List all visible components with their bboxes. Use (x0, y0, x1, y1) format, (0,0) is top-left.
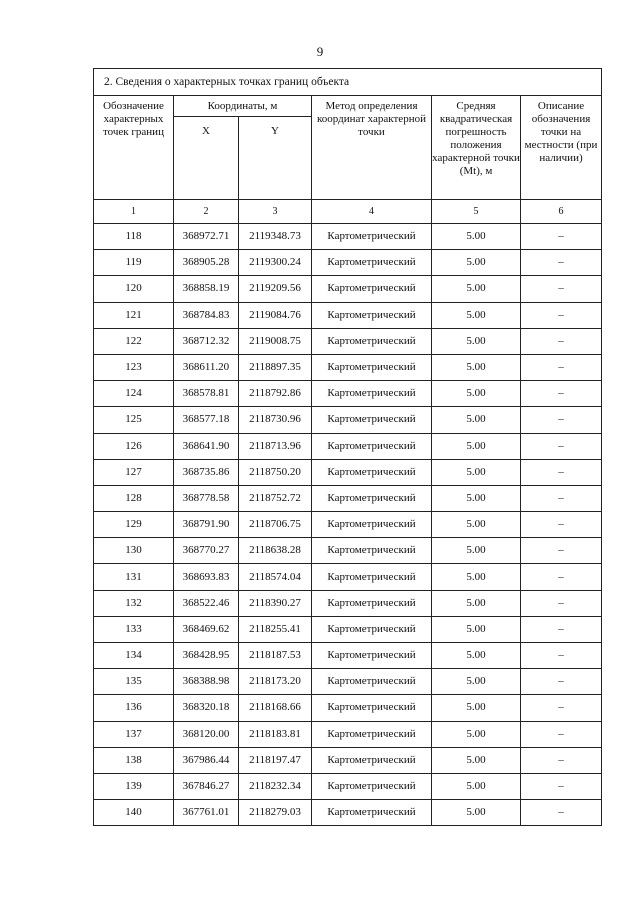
x-coordinate-cell: 368641.90 (174, 433, 239, 459)
method-cell: Картометрический (312, 485, 432, 511)
x-coordinate-cell: 367986.44 (174, 747, 239, 773)
y-coordinate-cell: 2118730.96 (239, 407, 312, 433)
column-number: 4 (312, 200, 432, 224)
table-row (94, 721, 602, 747)
point-id-cell: 137 (94, 721, 174, 747)
error-cell: 5.00 (432, 564, 521, 590)
x-coordinate-cell: 368611.20 (174, 354, 239, 380)
table-row (94, 250, 602, 276)
point-id-cell: 132 (94, 590, 174, 616)
error-cell: 5.00 (432, 433, 521, 459)
error-cell: 5.00 (432, 538, 521, 564)
y-coordinate-cell: 2118706.75 (239, 512, 312, 538)
header-row (94, 96, 602, 117)
page-number: 9 (316, 44, 324, 59)
table-row (94, 381, 602, 407)
header-designation: Обозначение характерных точек границ (94, 96, 174, 200)
column-number-row (94, 200, 602, 224)
point-id-cell: 130 (94, 538, 174, 564)
table-row (94, 512, 602, 538)
error-cell: 5.00 (432, 407, 521, 433)
description-cell: – (521, 328, 602, 354)
y-coordinate-cell: 2118168.66 (239, 695, 312, 721)
description-cell: – (521, 773, 602, 799)
point-id-cell: 127 (94, 459, 174, 485)
error-cell: 5.00 (432, 302, 521, 328)
description-cell: – (521, 538, 602, 564)
description-cell: – (521, 302, 602, 328)
table-row (94, 302, 602, 328)
description-cell: – (521, 512, 602, 538)
method-cell: Картометрический (312, 616, 432, 642)
y-coordinate-cell: 2118255.41 (239, 616, 312, 642)
description-cell: – (521, 224, 602, 250)
method-cell: Картометрический (312, 747, 432, 773)
table-row (94, 747, 602, 773)
y-coordinate-cell: 2119300.24 (239, 250, 312, 276)
y-coordinate-cell: 2118173.20 (239, 669, 312, 695)
error-cell: 5.00 (432, 773, 521, 799)
column-number: 1 (94, 200, 174, 224)
y-coordinate-cell: 2118713.96 (239, 433, 312, 459)
method-cell: Картометрический (312, 590, 432, 616)
description-cell: – (521, 459, 602, 485)
method-cell: Картометрический (312, 250, 432, 276)
header-x: X (174, 117, 239, 200)
y-coordinate-cell: 2118390.27 (239, 590, 312, 616)
table-row (94, 485, 602, 511)
point-id-cell: 139 (94, 773, 174, 799)
description-cell: – (521, 643, 602, 669)
point-id-cell: 140 (94, 800, 174, 826)
y-coordinate-cell: 2119348.73 (239, 224, 312, 250)
method-cell: Картометрический (312, 512, 432, 538)
point-id-cell: 119 (94, 250, 174, 276)
error-cell: 5.00 (432, 459, 521, 485)
section-title-row (94, 69, 602, 96)
y-coordinate-cell: 2118574.04 (239, 564, 312, 590)
point-id-cell: 125 (94, 407, 174, 433)
method-cell: Картометрический (312, 538, 432, 564)
header-error: Средняя квадратическая погрешность положения характерной точки (Mt), м (432, 96, 521, 200)
error-cell: 5.00 (432, 276, 521, 302)
description-cell: – (521, 354, 602, 380)
error-cell: 5.00 (432, 512, 521, 538)
method-cell: Картометрический (312, 276, 432, 302)
table-row (94, 459, 602, 485)
column-number: 3 (239, 200, 312, 224)
y-coordinate-cell: 2118638.28 (239, 538, 312, 564)
table-row (94, 433, 602, 459)
method-cell: Картометрический (312, 773, 432, 799)
error-cell: 5.00 (432, 616, 521, 642)
x-coordinate-cell: 368693.83 (174, 564, 239, 590)
method-cell: Картометрический (312, 381, 432, 407)
table-row (94, 695, 602, 721)
x-coordinate-cell: 368120.00 (174, 721, 239, 747)
table-row (94, 224, 602, 250)
description-cell: – (521, 381, 602, 407)
method-cell: Картометрический (312, 800, 432, 826)
table-row (94, 407, 602, 433)
error-cell: 5.00 (432, 250, 521, 276)
x-coordinate-cell: 368712.32 (174, 328, 239, 354)
y-coordinate-cell: 2118187.53 (239, 643, 312, 669)
description-cell: – (521, 433, 602, 459)
error-cell: 5.00 (432, 224, 521, 250)
table-row (94, 276, 602, 302)
x-coordinate-cell: 368905.28 (174, 250, 239, 276)
table-row (94, 800, 602, 826)
method-cell: Картометрический (312, 224, 432, 250)
method-cell: Картометрический (312, 302, 432, 328)
point-id-cell: 136 (94, 695, 174, 721)
table-row (94, 616, 602, 642)
column-number: 6 (521, 200, 602, 224)
table-row (94, 643, 602, 669)
x-coordinate-cell: 368577.18 (174, 407, 239, 433)
y-coordinate-cell: 2118197.47 (239, 747, 312, 773)
error-cell: 5.00 (432, 721, 521, 747)
point-id-cell: 133 (94, 616, 174, 642)
x-coordinate-cell: 368784.83 (174, 302, 239, 328)
y-coordinate-cell: 2118232.34 (239, 773, 312, 799)
error-cell: 5.00 (432, 695, 521, 721)
table-row (94, 669, 602, 695)
description-cell: – (521, 485, 602, 511)
table-row (94, 590, 602, 616)
error-cell: 5.00 (432, 800, 521, 826)
header-description: Описание обозначения точки на местности (при наличии) (521, 96, 602, 200)
y-coordinate-cell: 2118750.20 (239, 459, 312, 485)
table-row (94, 773, 602, 799)
x-coordinate-cell: 368972.71 (174, 224, 239, 250)
x-coordinate-cell: 368428.95 (174, 643, 239, 669)
error-cell: 5.00 (432, 669, 521, 695)
method-cell: Картометрический (312, 669, 432, 695)
boundary-points-table (93, 68, 602, 826)
point-id-cell: 126 (94, 433, 174, 459)
point-id-cell: 123 (94, 354, 174, 380)
y-coordinate-cell: 2118279.03 (239, 800, 312, 826)
point-id-cell: 122 (94, 328, 174, 354)
header-method: Метод определения координат характерной точки (312, 96, 432, 200)
method-cell: Картометрический (312, 643, 432, 669)
error-cell: 5.00 (432, 354, 521, 380)
x-coordinate-cell: 368778.58 (174, 485, 239, 511)
error-cell: 5.00 (432, 328, 521, 354)
x-coordinate-cell: 368770.27 (174, 538, 239, 564)
table-row (94, 328, 602, 354)
point-id-cell: 138 (94, 747, 174, 773)
point-id-cell: 135 (94, 669, 174, 695)
point-id-cell: 120 (94, 276, 174, 302)
description-cell: – (521, 590, 602, 616)
point-id-cell: 128 (94, 485, 174, 511)
y-coordinate-cell: 2118183.81 (239, 721, 312, 747)
x-coordinate-cell: 368320.18 (174, 695, 239, 721)
point-id-cell: 134 (94, 643, 174, 669)
column-number: 2 (174, 200, 239, 224)
method-cell: Картометрический (312, 564, 432, 590)
x-coordinate-cell: 368858.19 (174, 276, 239, 302)
error-cell: 5.00 (432, 643, 521, 669)
table-body (94, 224, 602, 826)
method-cell: Картометрический (312, 695, 432, 721)
x-coordinate-cell: 368735.86 (174, 459, 239, 485)
point-id-cell: 124 (94, 381, 174, 407)
x-coordinate-cell: 368522.46 (174, 590, 239, 616)
description-cell: – (521, 407, 602, 433)
description-cell: – (521, 276, 602, 302)
method-cell: Картометрический (312, 407, 432, 433)
method-cell: Картометрический (312, 459, 432, 485)
y-coordinate-cell: 2118792.86 (239, 381, 312, 407)
description-cell: – (521, 250, 602, 276)
y-coordinate-cell: 2118752.72 (239, 485, 312, 511)
point-id-cell: 129 (94, 512, 174, 538)
description-cell: – (521, 800, 602, 826)
x-coordinate-cell: 368578.81 (174, 381, 239, 407)
table-row (94, 354, 602, 380)
y-coordinate-cell: 2119084.76 (239, 302, 312, 328)
table-row (94, 564, 602, 590)
y-coordinate-cell: 2119209.56 (239, 276, 312, 302)
error-cell: 5.00 (432, 381, 521, 407)
method-cell: Картометрический (312, 354, 432, 380)
column-number: 5 (432, 200, 521, 224)
x-coordinate-cell: 367761.01 (174, 800, 239, 826)
point-id-cell: 131 (94, 564, 174, 590)
description-cell: – (521, 747, 602, 773)
y-coordinate-cell: 2118897.35 (239, 354, 312, 380)
error-cell: 5.00 (432, 590, 521, 616)
table-row (94, 538, 602, 564)
point-id-cell: 118 (94, 224, 174, 250)
x-coordinate-cell: 368388.98 (174, 669, 239, 695)
x-coordinate-cell: 368791.90 (174, 512, 239, 538)
description-cell: – (521, 721, 602, 747)
description-cell: – (521, 695, 602, 721)
method-cell: Картометрический (312, 433, 432, 459)
header-y: Y (239, 117, 312, 200)
method-cell: Картометрический (312, 721, 432, 747)
description-cell: – (521, 564, 602, 590)
error-cell: 5.00 (432, 747, 521, 773)
header-coordinates: Координаты, м (174, 96, 312, 117)
description-cell: – (521, 616, 602, 642)
x-coordinate-cell: 368469.62 (174, 616, 239, 642)
point-id-cell: 121 (94, 302, 174, 328)
method-cell: Картометрический (312, 328, 432, 354)
error-cell: 5.00 (432, 485, 521, 511)
section-title: 2. Сведения о характерных точках границ объекта (94, 69, 602, 96)
y-coordinate-cell: 2119008.75 (239, 328, 312, 354)
description-cell: – (521, 669, 602, 695)
x-coordinate-cell: 367846.27 (174, 773, 239, 799)
